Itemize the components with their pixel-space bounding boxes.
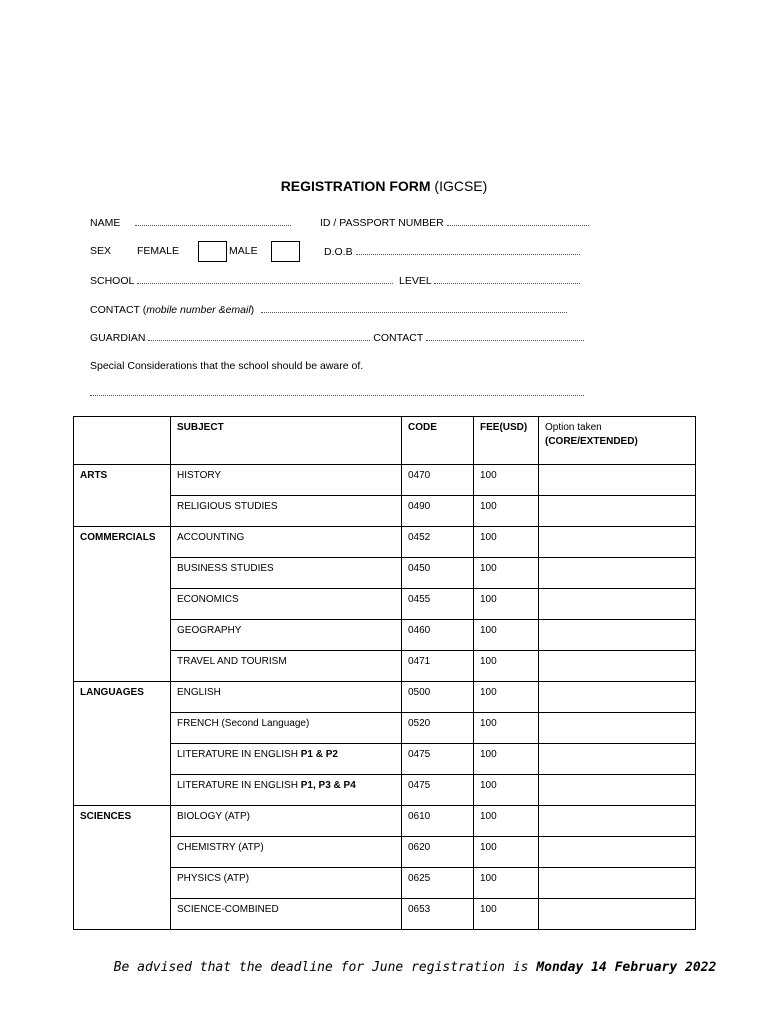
subject-papers: P1, P3 & P4	[300, 780, 356, 791]
code-cell: 0653	[402, 899, 474, 930]
id-row	[320, 216, 589, 229]
subject-name: TRAVEL AND TOURISM	[177, 656, 287, 667]
subject-name: BIOLOGY (ATP)	[177, 811, 250, 822]
subject-name: HISTORY	[177, 470, 222, 481]
header-option	[539, 417, 696, 465]
male-checkbox[interactable]	[271, 241, 300, 262]
option-cell[interactable]	[539, 651, 696, 682]
special-label: Special Considerations that the school should be aware of.	[90, 360, 364, 372]
code-cell: 0625	[402, 868, 474, 899]
option-cell[interactable]	[539, 837, 696, 868]
fee-cell: 100	[474, 527, 539, 558]
contact-row	[90, 303, 567, 316]
table-row	[74, 682, 696, 713]
option-cell[interactable]	[539, 806, 696, 837]
level-row	[399, 274, 580, 287]
table-row	[74, 465, 696, 496]
sex-label: SEX	[90, 245, 112, 257]
table-row	[74, 527, 696, 558]
code-cell: 0620	[402, 837, 474, 868]
header-code: CODE	[402, 417, 474, 465]
subject-cell	[171, 465, 402, 496]
subject-papers: P1 & P2	[300, 749, 338, 760]
fee-cell: 100	[474, 713, 539, 744]
dob-row	[324, 245, 580, 258]
code-cell: 0610	[402, 806, 474, 837]
header-subject: SUBJECT	[171, 417, 402, 465]
code-cell: 0500	[402, 682, 474, 713]
option-cell[interactable]	[539, 682, 696, 713]
header-option-line1: Option taken	[545, 422, 602, 433]
female-checkbox[interactable]	[198, 241, 227, 262]
subject-cell	[171, 744, 402, 775]
header-fee: FEE(USD)	[474, 417, 539, 465]
subject-cell	[171, 527, 402, 558]
subject-cell	[171, 496, 402, 527]
category-cell: ARTS	[74, 465, 171, 527]
female-label: FEMALE	[137, 245, 180, 257]
header-option-line2: (CORE/EXTENDED)	[545, 436, 638, 447]
option-cell[interactable]	[539, 589, 696, 620]
dob-field[interactable]	[356, 245, 580, 255]
subject-name: BUSINESS STUDIES	[177, 563, 274, 574]
subject-name: LITERATURE IN ENGLISH	[177, 749, 301, 760]
option-cell[interactable]	[539, 465, 696, 496]
guardian-contact-label: CONTACT	[373, 332, 424, 344]
contact-hint: mobile number &email	[146, 304, 251, 316]
level-label: LEVEL	[399, 275, 432, 287]
guardian-label: GUARDIAN	[90, 332, 146, 344]
subject-cell	[171, 806, 402, 837]
dob-label: D.O.B	[324, 246, 353, 258]
option-cell[interactable]	[539, 558, 696, 589]
table-header-row	[74, 417, 696, 465]
subject-name: ENGLISH	[177, 687, 221, 698]
code-cell: 0471	[402, 651, 474, 682]
option-cell[interactable]	[539, 744, 696, 775]
option-cell[interactable]	[539, 868, 696, 899]
guardian-row	[90, 331, 584, 344]
code-cell: 0452	[402, 527, 474, 558]
category-cell: LANGUAGES	[74, 682, 171, 806]
code-cell: 0490	[402, 496, 474, 527]
subject-name: ACCOUNTING	[177, 532, 245, 543]
special-row	[90, 386, 584, 399]
form-title	[0, 178, 768, 194]
deadline-notice	[0, 960, 768, 975]
subject-cell	[171, 899, 402, 930]
form-title-suffix: (IGCSE)	[434, 178, 488, 194]
option-cell[interactable]	[539, 527, 696, 558]
school-field[interactable]	[137, 274, 393, 284]
code-cell: 0475	[402, 775, 474, 806]
subject-cell	[171, 558, 402, 589]
id-label: ID / PASSPORT NUMBER	[320, 217, 444, 229]
fee-cell: 100	[474, 682, 539, 713]
subject-cell	[171, 837, 402, 868]
option-cell[interactable]	[539, 713, 696, 744]
subject-name: LITERATURE IN ENGLISH	[177, 780, 301, 791]
school-row	[90, 274, 393, 287]
fee-cell: 100	[474, 899, 539, 930]
code-cell: 0460	[402, 620, 474, 651]
subject-name: FRENCH (Second Language)	[177, 718, 310, 729]
guardian-contact-field[interactable]	[426, 331, 584, 341]
subject-cell	[171, 775, 402, 806]
name-label: NAME	[90, 217, 121, 229]
level-field[interactable]	[434, 274, 580, 284]
subject-cell	[171, 713, 402, 744]
option-cell[interactable]	[539, 775, 696, 806]
header-category-cell	[74, 417, 171, 465]
fee-cell: 100	[474, 589, 539, 620]
subject-cell	[171, 682, 402, 713]
subjects-table	[73, 416, 696, 930]
id-field[interactable]	[447, 216, 589, 226]
subject-cell	[171, 620, 402, 651]
subject-cell	[171, 868, 402, 899]
category-cell: SCIENCES	[74, 806, 171, 930]
fee-cell: 100	[474, 868, 539, 899]
subject-name: PHYSICS (ATP)	[177, 873, 250, 884]
fee-cell: 100	[474, 744, 539, 775]
subject-name: ECONOMICS	[177, 594, 239, 605]
deadline-date: Monday 14 February 2022	[536, 960, 717, 975]
fee-cell: 100	[474, 465, 539, 496]
subject-cell	[171, 651, 402, 682]
table-row	[74, 806, 696, 837]
fee-cell: 100	[474, 620, 539, 651]
name-row	[90, 216, 291, 229]
deadline-text: Be advised that the deadline for June registration is	[113, 960, 537, 975]
code-cell: 0470	[402, 465, 474, 496]
code-cell: 0475	[402, 744, 474, 775]
contact-close: )	[250, 304, 255, 316]
subject-name: SCIENCE-COMBINED	[177, 904, 279, 915]
subject-name: RELIGIOUS STUDIES	[177, 501, 278, 512]
male-label: MALE	[229, 245, 258, 257]
subject-name: CHEMISTRY (ATP)	[177, 842, 264, 853]
fee-cell: 100	[474, 651, 539, 682]
option-cell[interactable]	[539, 620, 696, 651]
fee-cell: 100	[474, 806, 539, 837]
category-cell: COMMERCIALS	[74, 527, 171, 682]
name-field[interactable]	[135, 216, 291, 226]
code-cell: 0450	[402, 558, 474, 589]
code-cell: 0520	[402, 713, 474, 744]
contact-label: CONTACT (	[90, 304, 147, 316]
option-cell[interactable]	[539, 899, 696, 930]
contact-field[interactable]	[261, 303, 567, 313]
subject-name: GEOGRAPHY	[177, 625, 242, 636]
fee-cell: 100	[474, 837, 539, 868]
fee-cell: 100	[474, 775, 539, 806]
school-label: SCHOOL	[90, 275, 134, 287]
special-field[interactable]	[90, 386, 584, 396]
fee-cell: 100	[474, 558, 539, 589]
form-title-main: REGISTRATION FORM	[280, 178, 431, 194]
subject-cell	[171, 589, 402, 620]
code-cell: 0455	[402, 589, 474, 620]
option-cell[interactable]	[539, 496, 696, 527]
fee-cell: 100	[474, 496, 539, 527]
guardian-field[interactable]	[148, 331, 370, 341]
